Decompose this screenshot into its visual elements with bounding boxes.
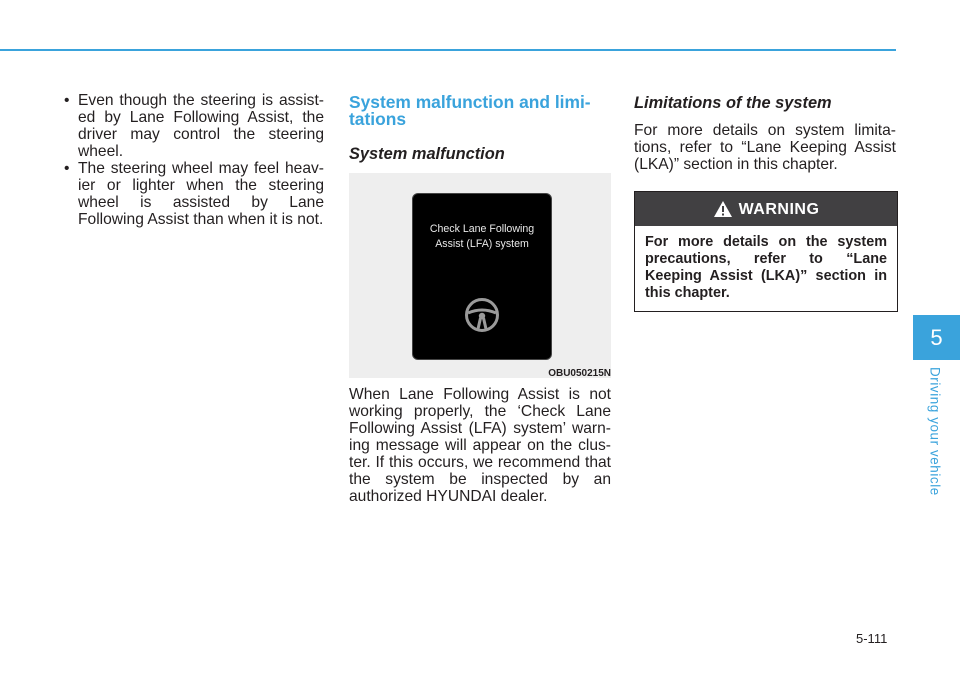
bullet-text: The steering wheel may feel heav-ier or lighter when the steering wheel is assisted by Lane Following Assist than when it is not. <box>78 160 324 228</box>
column-right <box>634 94 896 312</box>
warning-box <box>634 191 898 312</box>
steering-wheel-icon <box>464 297 500 333</box>
warning-header <box>635 192 897 226</box>
cluster-figure <box>349 173 611 378</box>
list-item <box>64 92 324 160</box>
bullet-list <box>64 92 324 228</box>
chapter-tab: 5 <box>913 315 960 360</box>
section-title: System malfunction and limi-tations <box>349 92 591 129</box>
top-rule <box>0 49 896 51</box>
bullet-dot: • <box>64 92 70 109</box>
warning-label: WARNING <box>738 200 820 218</box>
column-middle <box>349 94 611 505</box>
subtitle-limitations: Limitations of the system <box>634 94 832 112</box>
column-left <box>64 92 324 228</box>
cluster-message-line: Assist (LFA) system <box>435 238 529 250</box>
chapter-label <box>925 367 945 497</box>
bullet-text: Even though the steering is assist-ed by Lane Following Assist, the driver may control the steering wheel. <box>78 92 324 160</box>
cluster-message <box>413 222 551 252</box>
subtitle-malfunction: System malfunction <box>349 145 505 163</box>
figure-code: OBU050215N <box>548 368 611 379</box>
list-item <box>64 160 324 228</box>
chapter-label-text: Driving your vehicle <box>927 367 943 496</box>
bullet-dot: • <box>64 160 70 177</box>
cluster-screen <box>412 193 552 360</box>
cluster-message-line: Check Lane Following <box>429 223 535 235</box>
limitations-paragraph: For more details on system limita-tions, refer to “Lane Keeping Assist (LKA)” section in this chapter. <box>634 122 896 173</box>
warning-text: For more details on the system precautions, refer to “Lane Keeping Assist (LKA)” section in this chapter. <box>645 234 887 301</box>
page-number: 5-111 <box>856 631 888 646</box>
malfunction-paragraph: When Lane Following Assist is not working properly, the ‘Check Lane Following Assist (LFA) system’ warn-ing message will appear on the clus-ter. If this occurs, we recommend that the system be inspected by an authorized HYUNDAI dealer. <box>349 386 611 505</box>
warning-triangle-icon <box>713 200 733 218</box>
